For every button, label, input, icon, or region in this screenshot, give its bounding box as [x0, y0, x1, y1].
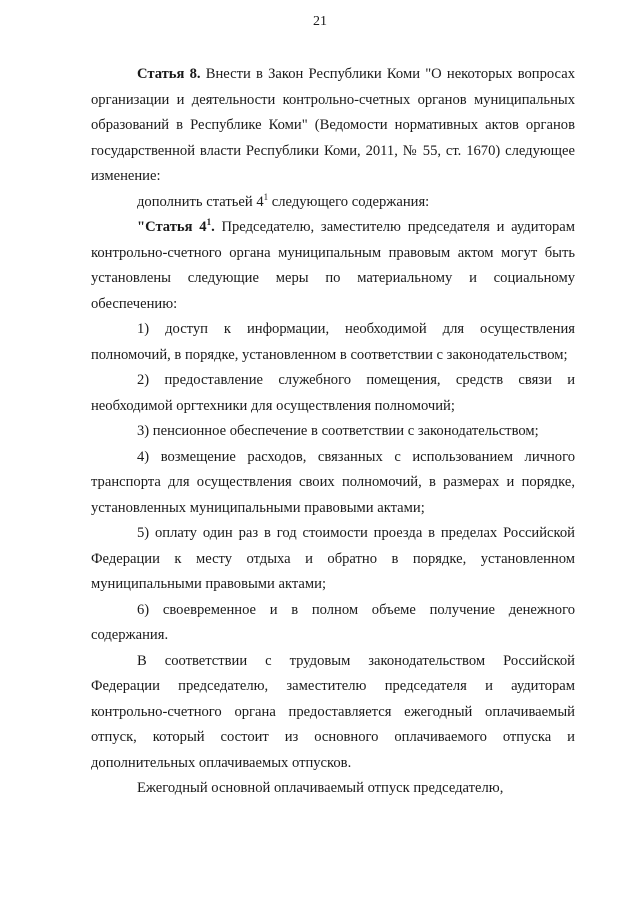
document-body: [91, 62, 575, 802]
supplement-text-before: дополнить статьей 4: [137, 193, 264, 210]
article-4-1-open-quote: ": [137, 219, 146, 235]
list-item: 1) доступ к информации, необходимой для осуществления полномочий, в порядке, установленном в соответствии с законодательством;: [91, 321, 575, 363]
article-4-1-text: Председателю, заместителю председателя и аудиторам контрольно-счетного органа муниципальным правовым актом могут быть установлены следующие меры по материальному и социальному обеспечению:: [91, 219, 576, 312]
list-item: 3) пенсионное обеспечение в соответствии с законодательством;: [137, 423, 539, 439]
article-4-1-label: Статья 4: [145, 219, 207, 235]
article-8-paragraph: [91, 62, 575, 190]
page-number: 21: [313, 14, 327, 29]
article-4-1-label-superscript: 1: [206, 217, 212, 228]
supplement-text-after: следующего содержания:: [268, 193, 430, 210]
supplement-paragraph: [91, 190, 575, 216]
list-item: 5) оплату один раз в год стоимости проезда в пределах Российской Федерации к месту отдыха и обратно в порядке, установленном муниципальными правовыми актами;: [91, 525, 575, 592]
list-item: 4) возмещение расходов, связанных с использованием личного транспорта для осуществления своих полномочий, в размерах и порядке, установленных муниципальными правовыми актами;: [91, 448, 575, 516]
vacation-paragraph: В соответствии с трудовым законодательством Российской Федерации председателю, заместителю председателя и аудиторам контрольно-счетного органа предоставляется ежегодный оплачиваемый отпуск, который состоит из основного оплачиваемого отпуска и дополнительных оплачиваемых отпусков.: [91, 652, 575, 771]
last-paragraph: Ежегодный основной оплачиваемый отпуск председателю,: [137, 780, 504, 796]
supplement-superscript: 1: [263, 191, 269, 202]
list-item: 2) предоставление служебного помещения, средств связи и необходимой оргтехники для осуществления полномочий;: [91, 372, 575, 414]
article-8-text: Внести в Закон Республики Коми "О некоторых вопросах организации и деятельности контрольно-счетных органов муниципальных образований в Республике Коми" (Ведомости нормативных актов органов государственной власти Республики Коми, 2011, № 55, ст. 1670) следующее изменение:: [91, 66, 575, 184]
list-item: 6) своевременное и в полном объеме получение денежного содержания.: [91, 601, 575, 643]
article-4-1-label-dot: .: [211, 219, 215, 235]
article-8-label: Статья 8.: [137, 66, 201, 82]
article-4-1-paragraph: [91, 215, 575, 317]
